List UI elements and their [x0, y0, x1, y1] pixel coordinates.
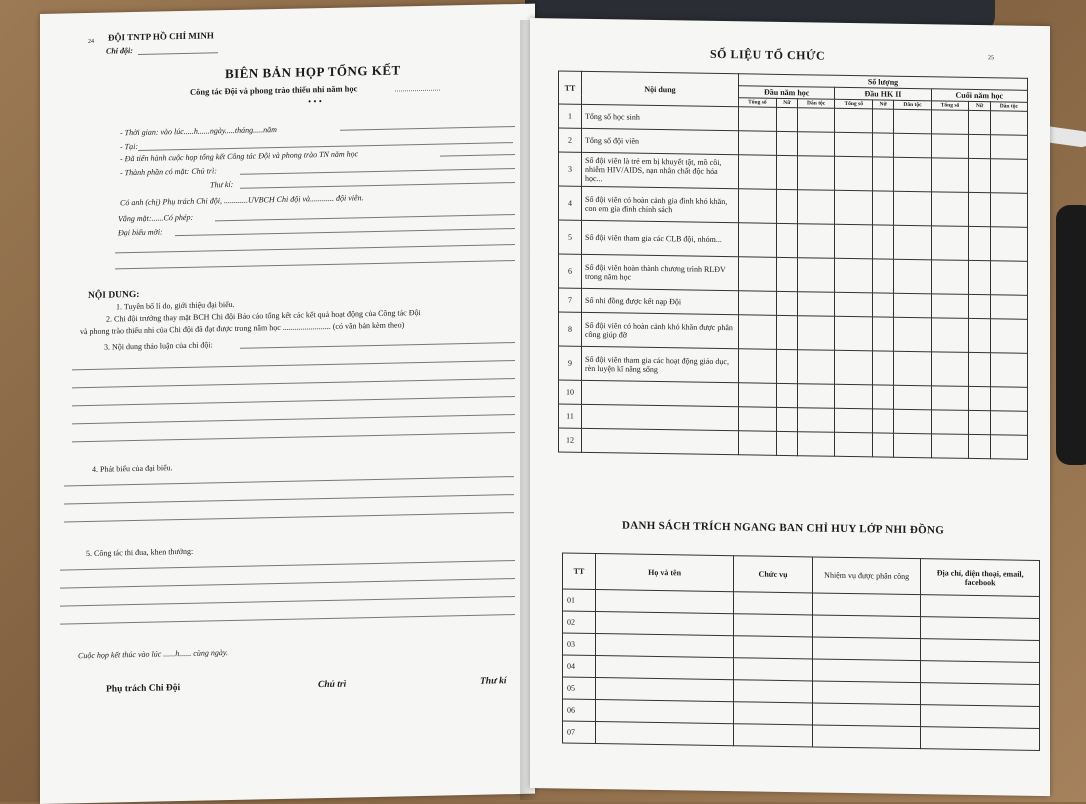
- data-cell: [931, 410, 969, 435]
- data-cell: [739, 155, 777, 190]
- data-cell: [990, 411, 1027, 436]
- data-cell: [776, 155, 797, 189]
- data-cell: [969, 110, 990, 134]
- row-number: 01: [563, 589, 596, 612]
- row-number: 11: [559, 404, 582, 428]
- data-cell: [595, 722, 733, 746]
- data-cell: [894, 133, 931, 158]
- data-cell: [797, 258, 834, 293]
- data-cell: [921, 639, 1040, 663]
- col-contact: Địa chỉ, điện thoại, email, facebook: [921, 559, 1040, 597]
- data-cell: [894, 433, 931, 458]
- row-content: Số đội viên hoàn thành chương trình RLĐV trong năm học: [582, 254, 739, 290]
- data-cell: [921, 683, 1040, 707]
- data-cell: [921, 705, 1040, 729]
- row-number: 4: [559, 186, 582, 220]
- field-attendees: - Thành phần có mặt: Chủ trì:: [120, 166, 217, 178]
- data-cell: [776, 431, 797, 455]
- data-cell: [894, 293, 931, 318]
- data-cell: [873, 433, 894, 457]
- row-number: 02: [563, 611, 596, 634]
- row-number: 3: [559, 152, 582, 186]
- row-content: [582, 428, 739, 454]
- data-cell: [931, 134, 969, 159]
- col-tt: TT: [563, 553, 596, 590]
- item-2-cont: và phong trào thiếu nhi của Chi đội đã đạt được trong năm học ........................ (có văn bản kèm theo): [80, 320, 405, 337]
- row-content: [582, 380, 739, 406]
- right-page: [530, 18, 1050, 796]
- data-cell: [969, 158, 990, 192]
- data-cell: [969, 226, 990, 260]
- page-number: 24: [88, 38, 94, 45]
- period-end: Cuối năm học: [931, 89, 1027, 103]
- row-content: Tổng số đội viên: [582, 128, 739, 154]
- data-cell: [931, 434, 969, 459]
- data-cell: [931, 158, 969, 193]
- data-cell: [990, 435, 1027, 460]
- sub-female: Nữ: [776, 98, 797, 107]
- data-cell: [797, 156, 834, 191]
- data-cell: [894, 191, 931, 226]
- sub-female: Nữ: [969, 101, 990, 110]
- row-content: Số đội viên tham gia các CLB đội, nhóm...: [582, 220, 739, 256]
- data-cell: [595, 590, 733, 614]
- row-number: 12: [559, 428, 582, 452]
- row-number: 2: [559, 128, 582, 152]
- data-cell: [894, 225, 931, 260]
- data-cell: [812, 615, 921, 639]
- data-cell: [873, 225, 894, 259]
- data-cell: [835, 132, 873, 157]
- data-cell: [990, 159, 1027, 194]
- field-location: - Tại:: [120, 141, 138, 152]
- data-cell: [894, 385, 931, 410]
- data-cell: [797, 350, 834, 385]
- data-cell: [812, 593, 921, 617]
- row-content: Số đội viên tham gia các hoạt động giáo dục, rèn luyện kĩ năng sống: [582, 346, 739, 382]
- row-content: Số đội viên là trẻ em bị khuyết tật, mồ côi, nhiễm HIV/AIDS, nạn nhân chất độc hóa học...: [582, 152, 739, 188]
- data-cell: [776, 383, 797, 407]
- data-cell: [931, 352, 969, 387]
- data-cell: [990, 193, 1027, 228]
- black-object: [1056, 205, 1086, 465]
- data-cell: [969, 260, 990, 294]
- period-start: Đầu năm học: [739, 86, 835, 100]
- data-cell: [969, 192, 990, 226]
- item-2: 2. Chi đội trưởng thay mặt BCH Chi đội Báo cáo tổng kết các kết quả hoạt động của Công tác Đội: [106, 308, 421, 324]
- data-cell: [739, 291, 777, 316]
- data-cell: [595, 678, 733, 702]
- data-cell: [969, 294, 990, 318]
- data-cell: [797, 384, 834, 409]
- data-cell: [734, 614, 813, 637]
- data-cell: [734, 592, 813, 615]
- data-cell: [595, 656, 733, 680]
- data-cell: [776, 131, 797, 155]
- row-content: Tổng số học sinh: [582, 104, 739, 130]
- sub-ethnic: Dân tộc: [797, 99, 834, 109]
- col-duty: Nhiệm vụ được phân công: [812, 557, 921, 595]
- page-subtitle: Công tác Đội và phong trào thiếu nhi năm học: [190, 83, 358, 97]
- data-cell: [990, 227, 1027, 262]
- row-number: 9: [559, 346, 582, 380]
- data-cell: [969, 434, 990, 458]
- page-title: BIÊN BẢN HỌP TỔNG KẾT: [225, 62, 401, 82]
- sub-total: Tổng số: [835, 99, 873, 109]
- data-cell: [990, 111, 1027, 136]
- row-content: Số đội viên có hoàn cảnh khó khăn được phân công giúp đỡ: [582, 312, 739, 348]
- data-cell: [734, 636, 813, 659]
- data-cell: [990, 261, 1027, 296]
- data-cell: [969, 386, 990, 410]
- data-cell: [776, 189, 797, 223]
- data-cell: [921, 617, 1040, 641]
- data-cell: [873, 409, 894, 433]
- data-cell: [739, 315, 777, 350]
- data-cell: [931, 192, 969, 227]
- data-cell: [739, 407, 777, 432]
- data-cell: [990, 295, 1027, 320]
- data-cell: [873, 133, 894, 157]
- data-cell: [734, 702, 813, 725]
- sub-ethnic: Dân tộc: [990, 102, 1027, 112]
- data-cell: [873, 191, 894, 225]
- col-quantity: Số lượng: [739, 74, 1028, 91]
- sub-total: Tổng số: [739, 98, 777, 108]
- data-cell: [797, 224, 834, 259]
- data-cell: [990, 319, 1027, 354]
- item-3: 3. Nội dung thảo luận của chi đội:: [104, 340, 213, 352]
- list-title: DANH SÁCH TRÍCH NGANG BAN CHỈ HUY LỚP NHI ĐỒNG: [622, 519, 945, 537]
- data-cell: [739, 223, 777, 258]
- data-cell: [812, 725, 921, 749]
- item-5: 5. Công tác thi đua, khen thưởng:: [86, 546, 194, 559]
- data-cell: [835, 156, 873, 191]
- data-cell: [990, 353, 1027, 388]
- data-cell: [835, 190, 873, 225]
- row-number: 7: [559, 288, 582, 312]
- data-cell: [776, 315, 797, 349]
- data-cell: [921, 727, 1040, 751]
- sub-female: Nữ: [873, 100, 894, 109]
- data-cell: [894, 409, 931, 434]
- org-data-title: SỐ LIỆU TỔ CHỨC: [710, 46, 826, 63]
- data-cell: [969, 318, 990, 352]
- data-cell: [931, 294, 969, 319]
- row-number: 6: [559, 254, 582, 288]
- field-time: - Thời gian: vào lúc.....h......ngày.....tháng.....năm: [120, 125, 277, 138]
- data-cell: [969, 352, 990, 386]
- data-cell: [739, 131, 777, 156]
- data-cell: [835, 224, 873, 259]
- row-number: 07: [563, 721, 596, 744]
- row-content: [582, 404, 739, 430]
- data-cell: [835, 350, 873, 385]
- data-cell: [921, 595, 1040, 619]
- data-cell: [797, 292, 834, 317]
- row-content: Số nhi đồng được kết nạp Đội: [582, 288, 739, 314]
- data-cell: [921, 661, 1040, 685]
- col-content: Nội dung: [582, 71, 739, 106]
- data-cell: [873, 157, 894, 191]
- data-cell: [835, 108, 873, 133]
- data-cell: [894, 351, 931, 386]
- data-cell: [931, 110, 969, 135]
- unit-label: Chi đội:: [106, 46, 133, 56]
- data-cell: [894, 109, 931, 134]
- data-cell: [931, 260, 969, 295]
- data-cell: [797, 108, 834, 133]
- data-cell: [776, 107, 797, 131]
- field-secretary: Thư kí:: [210, 179, 234, 190]
- page-number-right: 25: [988, 55, 994, 62]
- data-cell: [990, 135, 1027, 160]
- data-cell: [739, 383, 777, 408]
- data-cell: [873, 293, 894, 317]
- left-page: [40, 4, 535, 804]
- data-cell: [873, 317, 894, 351]
- closing-line: Cuộc họp kết thúc vào lúc ......h...... cùng ngày.: [78, 648, 228, 661]
- data-cell: [835, 384, 873, 409]
- field-absent: Vắng mặt:......Có phép:: [118, 212, 194, 224]
- data-cell: [734, 658, 813, 681]
- row-number: 06: [563, 699, 596, 722]
- data-cell: [969, 134, 990, 158]
- field-guests: Đại biểu mời:: [118, 227, 163, 238]
- signature-secretary: Thư kí: [480, 676, 507, 687]
- data-cell: [835, 408, 873, 433]
- data-cell: [812, 681, 921, 705]
- data-cell: [739, 107, 777, 132]
- item-1: 1. Tuyên bố lí do, giới thiệu đại biểu.: [116, 299, 235, 312]
- data-cell: [595, 634, 733, 658]
- data-cell: [873, 351, 894, 385]
- data-cell: [835, 432, 873, 457]
- data-cell: [969, 410, 990, 434]
- data-cell: [894, 157, 931, 192]
- data-cell: [931, 318, 969, 353]
- data-cell: [797, 190, 834, 225]
- data-cell: [812, 659, 921, 683]
- data-cell: [776, 257, 797, 291]
- item-4: 4. Phát biểu của đại biểu.: [92, 463, 173, 474]
- stars-ornament: • • •: [308, 96, 322, 107]
- col-tt: TT: [559, 71, 582, 104]
- row-number: 05: [563, 677, 596, 700]
- data-cell: [873, 109, 894, 133]
- field-meeting: - Đã tiến hành cuộc họp tổng kết Công tác Đội và phong trào TN năm học: [120, 149, 359, 164]
- sub-ethnic: Dân tộc: [894, 100, 931, 110]
- data-cell: [931, 386, 969, 411]
- data-cell: [835, 292, 873, 317]
- row-number: 04: [563, 655, 596, 678]
- data-cell: [595, 612, 733, 636]
- org-data-body: [559, 104, 1028, 459]
- row-number: 1: [559, 104, 582, 128]
- signature-leader: Phụ trách Chi Đội: [106, 683, 181, 695]
- col-position: Chức vụ: [734, 556, 813, 593]
- data-cell: [812, 637, 921, 661]
- data-cell: [734, 680, 813, 703]
- col-name: Họ và tên: [595, 554, 733, 592]
- data-cell: [776, 349, 797, 383]
- signature-chair: Chủ trì: [318, 679, 347, 691]
- data-cell: [797, 408, 834, 433]
- leader-list-body: [563, 589, 1040, 750]
- data-cell: [739, 431, 777, 456]
- row-number: 10: [559, 380, 582, 404]
- data-cell: [734, 724, 813, 747]
- period-hk2: Đầu HK II: [835, 87, 931, 101]
- data-cell: [739, 349, 777, 384]
- data-cell: [776, 223, 797, 257]
- sub-total: Tổng số: [931, 101, 969, 111]
- data-cell: [835, 258, 873, 293]
- row-number: 5: [559, 220, 582, 254]
- data-cell: [812, 703, 921, 727]
- data-cell: [739, 189, 777, 224]
- org-data-table: [558, 70, 1028, 459]
- data-cell: [931, 226, 969, 261]
- data-cell: [894, 259, 931, 294]
- row-number: 03: [563, 633, 596, 656]
- data-cell: [797, 432, 834, 457]
- data-cell: [873, 259, 894, 293]
- data-cell: [595, 700, 733, 724]
- data-cell: [873, 385, 894, 409]
- content-heading: NỘI DUNG:: [88, 289, 140, 301]
- row-content: Số đội viên có hoàn cảnh gia đình khó khăn, con em gia đình chính sách: [582, 186, 739, 222]
- data-cell: [990, 387, 1027, 412]
- org-name: ĐỘI TNTP HỒ CHÍ MINH: [108, 30, 214, 43]
- data-cell: [835, 316, 873, 351]
- data-cell: [776, 407, 797, 431]
- data-cell: [894, 317, 931, 352]
- data-cell: [797, 316, 834, 351]
- data-cell: [739, 257, 777, 292]
- field-present: Có anh (chị) Phụ trách Chi đội, ............UVBCH Chi đội và............ đội viên.: [120, 193, 364, 208]
- data-cell: [776, 291, 797, 315]
- row-number: 8: [559, 312, 582, 346]
- data-cell: [797, 132, 834, 157]
- leader-list-table: [562, 553, 1040, 752]
